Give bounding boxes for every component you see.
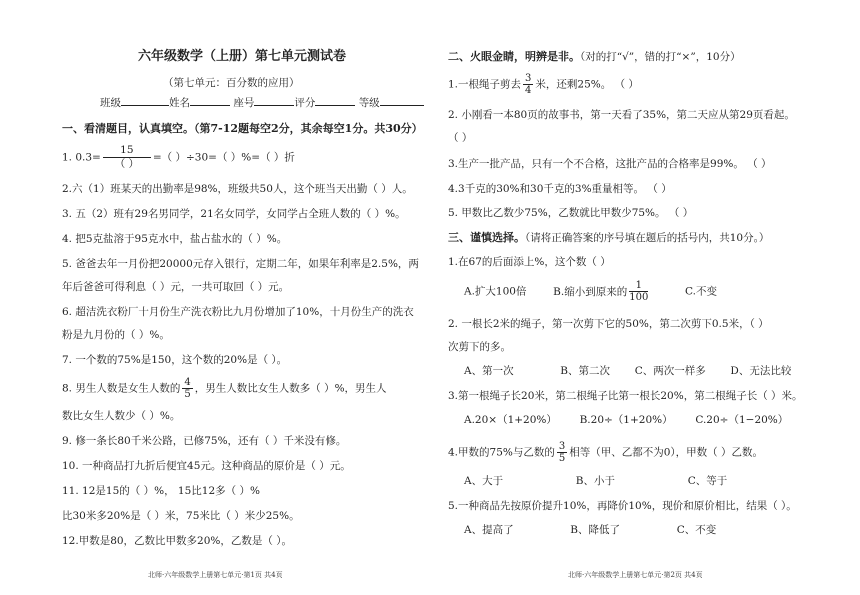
option-b[interactable]: B、第二次 [560,365,610,377]
option-c[interactable]: C、等于 [687,475,728,487]
option-a[interactable]: A.扩大100倍 [464,285,527,298]
option-a[interactable]: A、提高了 [464,524,514,536]
question-12: 12.甲数是80，乙数比甲数多20%，乙数是（ ）。 [62,535,292,547]
question-5-line-2: 年后爸爸可得利息（ ）元，一共可取回（ ）元。 [62,281,290,293]
choice-2-options [464,364,791,378]
judge-4: 4.3千克的30%和30千克的3%重量相等。 （ ） [448,183,672,195]
option-c[interactable]: C.20÷（1−20%） [695,414,789,426]
judge-2-line-1: 2. 小刚看一本80页的故事书，第一天看了35%，第二天应从第29页看起。 [448,109,795,121]
score-label: 评分 [294,97,316,109]
judge-5: 5. 甲数比乙数少75%，乙数就比甲数少75%。 （ ） [448,207,694,219]
option-a[interactable]: A、第一次 [464,365,514,377]
grade-field[interactable] [380,94,424,106]
question-8: 8. 男生人数是女生人数的 $\frac{4}{5}$ ，男生人数比女生人数多（ ）%，男生人 [62,377,387,400]
choice-2-line-1: 2. 一根长2米的绳子，第一次剪下它的50%，第二次剪下0.5米，（ ） [448,318,769,330]
fraction: $\frac{3}{5}$ [558,441,566,464]
page-title: 六年级数学（上册）第七单元测试卷 [138,49,347,64]
question-1: 1. 0.3= $\frac{15}{( )}$ =（ ）÷30=（ ）%=（ ）折 [62,144,295,170]
question-6-line-2: 粉是九月份的（ ）%。 [62,329,170,341]
option-b[interactable]: B、小于 [575,475,615,487]
page-subtitle: （第七单元：百分数的应用） [163,77,300,89]
option-a[interactable]: A.20×（1+20%） [464,414,557,426]
fraction: $\frac{1}{100}$ [629,280,649,303]
name-field[interactable] [190,94,230,106]
page-footer: 北师·六年级数学上册第七单元·第2页 共4页 [568,571,703,579]
seat-label: 座号 [233,97,255,109]
question-11-line-1: 11. 12是15的（ ）%， 15比12多（ ）% [62,485,260,497]
page-footer: 北师·六年级数学上册第七单元·第1页 共4页 [148,571,283,579]
choice-1: 1.在67的后面添上%，这个数（ ） [448,256,611,268]
choice-4-options [464,474,727,488]
question-2: 2.六（1）班某天的出勤率是98%，班级共50人，这个班当天出勤（ ）人。 [62,183,413,195]
seat-field[interactable] [254,94,294,106]
option-c[interactable]: C、不变 [676,524,717,536]
class-label: 班级 [100,97,121,109]
option-b[interactable]: B、降低了 [570,524,620,536]
choice-1-options [464,280,717,303]
score-field[interactable] [315,94,355,106]
judge-2-line-2: （ ） [448,132,473,144]
student-info-row [100,94,424,110]
choice-5: 5.一种商品先按原价提升10%，再降价10%，现价和原价相比，结果（ ）。 [448,500,797,512]
section-3-heading: 三、谨慎选择。（请将正确答案的序号填在题后的括号内，共10分。） [448,231,770,244]
question-3: 3. 五（2）班有29名男同学，21名女同学，女同学占全班人数的（ ）%。 [62,208,406,220]
name-label: 姓名 [169,97,190,109]
class-field[interactable] [121,94,169,106]
option-d[interactable]: D、无法比较 [730,365,792,377]
choice-3: 3.第一根绳子长20米，第二根绳子比第一根长20%，第二根绳子长（ ）米。 [448,390,803,402]
question-7: 7. 一个数的75%是150，这个数的20%是（ ）。 [62,354,288,366]
question-9: 9. 修一条长80千米公路，已修75%，还有（ ）千米没有修。 [62,435,347,447]
fraction: $\frac{4}{5}$ [184,377,191,400]
choice-3-options [464,413,788,427]
grade-label: 等级 [358,97,380,109]
question-11-line-2: 比30米多20%是（ ）米，75米比（ ）米少25%。 [62,510,300,522]
option-b[interactable]: B.20÷（1+20%） [579,414,673,426]
option-b[interactable]: B.缩小到原来的 $\frac{1}{100}$ [553,280,649,303]
fraction: $\frac{15}{( )}$ [103,144,151,171]
choice-4: 4.甲数的75%与乙数的 $\frac{3}{5}$ 相等（甲、乙都不为0），甲数（ ）乙数。 [448,441,764,464]
option-c[interactable]: C、两次一样多 [634,365,706,377]
choice-5-options [464,523,716,537]
question-5-line-1: 5. 爸爸去年一月份把20000元存入银行，定期二年，如果年利率是2.5%，两 [62,258,419,270]
question-4: 4. 把5克盐溶于95克水中，盐占盐水的（ ）%。 [62,233,288,245]
section-1-heading: 一、看清题目，认真填空。（第7-12题每空2分，其余每空1分。共30分） [62,122,423,135]
page-right [430,0,860,595]
question-10: 10. 一种商品打九折后便宜45元。这种商品的原价是（ ）元。 [62,460,351,472]
question-6-line-1: 6. 超洁洗衣粉厂十月份生产洗衣粉比九月份增加了10%，十月份生产的洗衣 [62,306,414,318]
question-8-line-2: 数比女生人数少（ ）%。 [62,410,181,422]
option-a[interactable]: A、大于 [464,475,504,487]
option-c[interactable]: C.不变 [685,285,717,298]
judge-1: 1.一根绳子剪去 $\frac{3}{4}$ 米，还剩25%。 （ ） [448,73,639,96]
section-2-heading: 二、火眼金睛，明辨是非。（对的打“√”，错的打“×”，10分） [448,50,741,63]
judge-3: 3.生产一批产品，只有一个不合格，这批产品的合格率是99%。 （ ） [448,158,772,170]
choice-2-line-2: 次剪下的多。 [448,341,511,353]
fraction: $\frac{3}{4}$ [525,73,532,96]
